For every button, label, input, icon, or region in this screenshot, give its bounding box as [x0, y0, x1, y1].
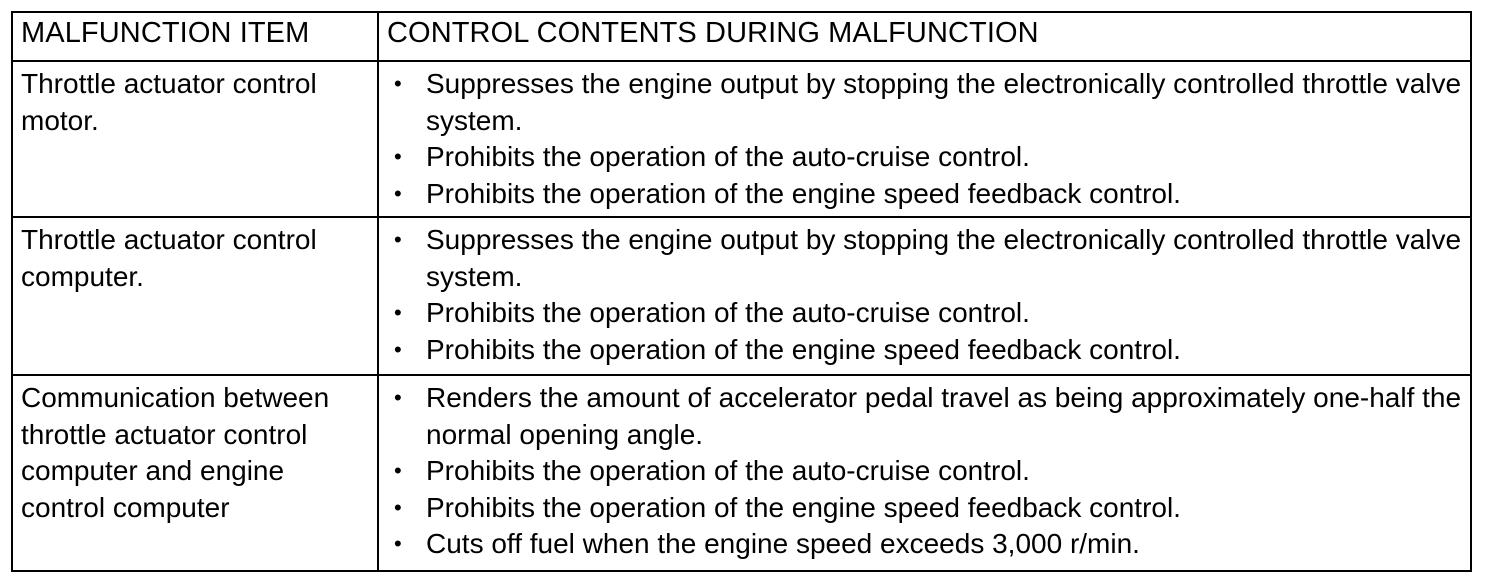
table-row	[12, 375, 1471, 571]
malfunction-item-cell: Throttle actuator control motor.	[12, 61, 378, 217]
column-header-control-contents: CONTROL CONTENTS DURING MALFUNCTION	[378, 12, 1471, 61]
control-contents-cell	[378, 217, 1471, 375]
control-text: Prohibits the operation of the auto-cruise control.	[426, 297, 1030, 328]
control-list	[379, 380, 1464, 563]
list-item	[379, 139, 1464, 176]
list-item	[379, 526, 1464, 563]
table-row	[12, 217, 1471, 375]
bullet-icon: •	[394, 300, 402, 325]
bullet-icon: •	[394, 71, 402, 96]
bullet-icon: •	[394, 180, 402, 206]
bullet-icon: •	[394, 227, 402, 252]
bullet-icon: •	[394, 144, 402, 169]
list-item	[379, 332, 1464, 369]
bullet-icon: •	[394, 458, 402, 483]
control-text: Prohibits the operation of the engine speed feedback control.	[426, 333, 1181, 365]
table-header-row	[12, 12, 1471, 61]
control-text: Prohibits the operation of the engine speed feedback control.	[426, 491, 1181, 523]
control-text: Prohibits the operation of the auto-cruise control.	[426, 455, 1030, 486]
list-item	[379, 453, 1464, 490]
control-contents-cell	[378, 61, 1471, 217]
control-contents-cell	[378, 375, 1471, 571]
control-text: Suppresses the engine output by stopping the electronically controlled throttle valve system.	[426, 224, 1462, 292]
control-text: Prohibits the operation of the auto-cruise control.	[426, 141, 1030, 172]
control-text: Suppresses the engine output by stopping the electronically controlled throttle valve system.	[426, 68, 1462, 136]
column-header-malfunction-item: MALFUNCTION ITEM	[12, 12, 378, 61]
list-item	[379, 295, 1464, 332]
list-item	[379, 222, 1464, 295]
control-text: Cuts off fuel when the engine speed exceeds 3,000 r/min.	[426, 528, 1140, 559]
table-row	[12, 61, 1471, 217]
malfunction-table	[11, 11, 1472, 572]
list-item	[379, 176, 1464, 213]
control-text: Prohibits the operation of the engine speed feedback control.	[426, 177, 1181, 209]
list-item	[379, 490, 1464, 527]
bullet-icon: •	[394, 385, 402, 410]
malfunction-item-cell: Communication between throttle actuator control computer and engine control computer	[12, 375, 378, 571]
control-text: Renders the amount of accelerator pedal travel as being approximately one-half the normal opening angle.	[426, 382, 1462, 450]
list-item	[379, 66, 1464, 139]
bullet-icon: •	[394, 336, 402, 362]
control-list	[379, 222, 1464, 368]
list-item	[379, 380, 1464, 453]
bullet-icon: •	[394, 531, 402, 556]
bullet-icon: •	[394, 494, 402, 520]
control-list	[379, 66, 1464, 212]
malfunction-item-cell: Throttle actuator control computer.	[12, 217, 378, 375]
